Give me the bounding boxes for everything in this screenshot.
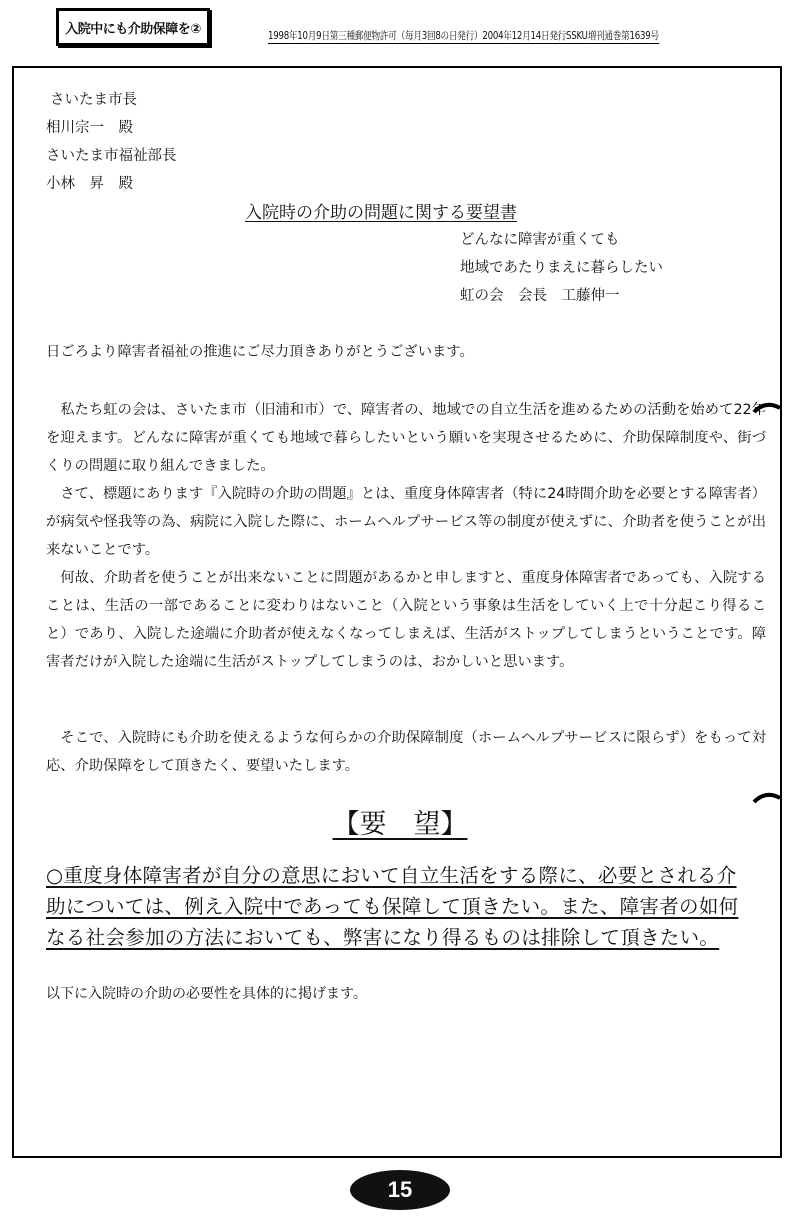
document-title: 入院時の介助の問題に関する要望書 [245,203,517,223]
greeting [46,338,766,366]
request-intro-text: そこで、入院時にも介助を使えるような何らかの介助保障制度（ホームヘルプサービスに限らず）をもって対応、介助保障をして頂きたく、要望いたします。 [46,730,766,774]
body-paragraph: 私たち虹の会は、さいたま市（旧浦和市）で、障害者の、地域での自立生活を進めるための活動を始めて22年を迎えます。どんなに障害が重くても地域で暮らしたいという願いを実現させるために、介助保障制度や、街づくりの問題に取り組んできました。 [46,402,766,474]
request-heading-text: 【要 望】 [332,809,468,840]
sender-line: 地域であたりまえに暮らしたい [460,260,663,276]
addressee-line: 小林 昇 殿 [46,176,133,192]
body-paragraphs [46,396,766,676]
request-intro [46,724,766,780]
sender-line: どんなに障害が重くても [460,232,620,248]
body-paragraph: さて、標題にあります『入院時の介助の問題』とは、重度身体障害者（特に24時間介助を必要とする障害者）が病気や怪我等の為、病院に入院した際に、ホームヘルプサービス等の制度が使えずに、介助者を使うことが出来ないことです。 [46,486,766,558]
page-number: 15 [350,1170,450,1210]
addressee-line: さいたま市福祉部長 [46,148,177,164]
body-paragraph: 何故、介助者を使うことが出来ないことに問題があるかと申しますと、重度身体障害者であっても、入院することは、生活の一部であることに変わりはないこと（入院という事象は生活をしていく上で十分起こり得ること）であり、入院した途端に介助者が使えなくなってしまえば、生活がストップしてしまうということです。障害者だけが入院した途端に生活がストップしてしまうのは、おかしいと思います。 [46,570,766,670]
closing-line: 以下に入院時の介助の必要性を具体的に掲げます。 [46,986,367,1002]
addressee-line: 相川宗一 殿 [46,120,133,136]
section-tag: 入院中にも介助保障を② [56,8,210,46]
binding-mark-icon [752,788,782,808]
binding-mark-icon [752,398,782,418]
sender-signature: 虹の会 会長 工藤伸一 [460,288,620,304]
addressee-line: さいたま市長 [50,92,137,108]
request-body: ○重度身体障害者が自分の意思において自立生活をする際に、必要とされる介助については、例え入院中であっても保障して頂きたい。また、障害者の如何なる社会参加の方法においても、弊害になり得るものは排除して頂きたい。 [46,864,739,949]
request-heading [0,802,800,841]
greeting-text: 日ごろより障害者福祉の推進にご尽力頂きありがとうございます。 [46,344,474,360]
publication-info: 1998年10月9日第三種郵便物許可（毎月3回8の日発行）2004年12月14日発行SSKU増刊通巻第1639号 [268,30,659,42]
